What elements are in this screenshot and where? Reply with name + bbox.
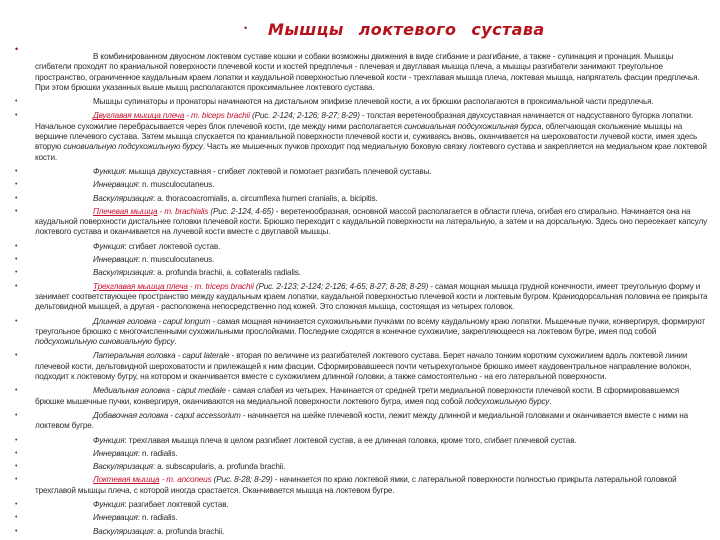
brachialis-function bbox=[0, 242, 720, 252]
function-label: Функция bbox=[93, 241, 125, 251]
triceps-innervation bbox=[0, 449, 720, 459]
innervation-text: : n. radialis. bbox=[137, 513, 178, 523]
supinators-paragraph bbox=[0, 97, 720, 107]
bullet-icon: • bbox=[15, 112, 18, 120]
triceps-latin: - m. triceps brachii bbox=[187, 281, 254, 291]
biceps-text-2: , облегчающая скольжение мышцы на вершине плечевого сустава. Затем мышца спускается по краниальной поверхности плечевой кости и, суживаясь вновь, оканчивается на шероховатости лучевой кости, имея здесь вторую bbox=[35, 121, 698, 152]
anconeus-vascularization bbox=[0, 527, 720, 537]
intro-text: В комбинированном двуосном локтевом суставе кошки и собаки возможны движения в виде сгибание и разгибание, а также - супинация и пронация. Мышцы сгибатели проходят по краниальной поверхности плечевой кости и костей предплечья - плечевая и двуглавая мышца плеча, а мышцы разгибатели занимают треугольное пространство, ограниченное каудальным краем лопатки и каудальной поверхностью плечевой кости - трехглавая мышца плеча, локтевая мышца, напрягатель фасции предплечья. При этом брюшки указанных выше мышц располагаются проксимальнее локтевого сустава. bbox=[35, 52, 700, 92]
vasc-text: : a. subscapularis, a. profunda brachii. bbox=[152, 462, 286, 472]
biceps-figs: (Рис. 2-124; 2-126; 8-27; 8-29) bbox=[252, 111, 360, 121]
bullet-icon: • bbox=[15, 436, 18, 444]
bullet-icon: • bbox=[244, 23, 248, 33]
intro-paragraph bbox=[0, 52, 720, 93]
vasc-text: : a. profunda brachii, a. collateralis radialis. bbox=[152, 268, 301, 278]
head-name: Латеральная головка - caput laterale bbox=[93, 351, 230, 361]
biceps-text-3: . Часть же мышечных пучков проходит под медиальную боковую связку локтевого сустава и закрепляется на медиальном крае локтевой кости. bbox=[35, 142, 707, 162]
vasc-label: Васкуляризация bbox=[93, 526, 153, 536]
triceps-paragraph bbox=[0, 282, 720, 313]
anconeus-link[interactable]: Локтевая мышца bbox=[93, 475, 160, 485]
head-bursa: подсухожильную синовиальную бурсу bbox=[35, 337, 175, 347]
supinators-text: Мышцы супинаторы и пронаторы начинаются на дистальном эпифизе плечевой кости, а их брюшки располагаются в проксимальной части предплечья. bbox=[93, 97, 654, 107]
biceps-bursa-2: синовиальную подсухожильную бурсу bbox=[63, 142, 203, 152]
triceps-head-accessory bbox=[0, 411, 720, 432]
head-tail: . bbox=[549, 396, 552, 406]
function-text: : сгибает локтевой сустав. bbox=[124, 241, 221, 251]
bullet-icon: • bbox=[15, 242, 18, 250]
triceps-text: - самая мощная мышца грудной конечности, имеет треугольную форму и занимает соответствующее пространство между каудальным краем лопатки, каудальной поверхностью плечевой кости и локтевым бугром. Краниодорсальная половина ее прикрыта дельтовидной мышцей, а другая - расположена непосредственно под кожей. Это сложная мышца, состоящая из четырех головок. bbox=[35, 281, 708, 312]
bullet-icon: • bbox=[15, 476, 18, 484]
bullet-icon: • bbox=[15, 256, 18, 264]
innervation-text: : n. musculocutaneus. bbox=[137, 255, 215, 265]
head-name: Медиальная головка - caput mediale bbox=[93, 386, 226, 396]
bullet-icon: • bbox=[15, 282, 18, 290]
document-body bbox=[0, 52, 720, 540]
triceps-function bbox=[0, 436, 720, 446]
function-label: Функция bbox=[93, 435, 125, 445]
brachialis-paragraph bbox=[0, 207, 720, 238]
bullet-icon: • bbox=[15, 44, 19, 54]
head-name: Добавочная головка - caput accessorium bbox=[93, 410, 241, 420]
bullet-icon: • bbox=[15, 449, 18, 457]
triceps-head-long bbox=[0, 317, 720, 348]
bullet-icon: • bbox=[15, 352, 18, 360]
bullet-icon: • bbox=[15, 269, 18, 277]
biceps-function bbox=[0, 167, 720, 177]
bullet-icon: • bbox=[15, 500, 18, 508]
biceps-text: - толстая веретенообразная двухсуставная начинается от надсуставного бугорка лопатки. Начальное сухожилие перебрасывается через блок плечевой кости, где между ними располагается bbox=[35, 111, 694, 131]
bullet-icon: • bbox=[15, 463, 18, 471]
vasc-label: Васкуляризация bbox=[93, 268, 153, 278]
innervation-text: : n. musculocutaneus. bbox=[137, 180, 215, 190]
bullet-icon: • bbox=[15, 98, 18, 106]
bullet-icon: • bbox=[15, 387, 18, 395]
bullet-icon: • bbox=[15, 167, 18, 175]
function-text: : мышца двухсуставная - сгибает локтевой и помогает разгибать плечевой суставы. bbox=[124, 166, 432, 176]
biceps-link[interactable]: Двуглавая мышца плеча bbox=[93, 111, 185, 121]
innervation-label: Иннервация bbox=[93, 448, 138, 458]
brachialis-latin: - m. brachialis bbox=[157, 206, 209, 216]
head-text: - начинается на шейке плечевой кости, лежит между длинной и медиальной головками и оканчивается вместе с ними на локтевом бугре. bbox=[35, 410, 689, 431]
triceps-link[interactable]: Трехглавая мышца плеча bbox=[93, 281, 188, 291]
triceps-vascularization bbox=[0, 462, 720, 472]
title-row bbox=[0, 20, 720, 44]
innervation-label: Иннервация bbox=[93, 513, 138, 523]
head-bursa: подсухожильную бурсу bbox=[464, 396, 550, 406]
anconeus-figs: (Рис. 8-28; 8-29) bbox=[211, 475, 273, 485]
vasc-text: : a. profunda brachii. bbox=[152, 526, 225, 536]
brachialis-vascularization bbox=[0, 268, 720, 278]
bullet-icon: • bbox=[15, 527, 18, 535]
function-text: : разгибает локтевой сустав. bbox=[124, 499, 229, 509]
anconeus-paragraph bbox=[0, 475, 720, 496]
function-text: : трехглавая мышца плеча в целом разгибает локтевой сустав, а ее длинная головка, кроме того, сгибает плечевой сустав. bbox=[124, 435, 577, 445]
head-tail: . bbox=[174, 337, 177, 347]
brachialis-text: - веретенообразная, основной массой располагается в области плеча, огибая его спирально. Начинается она на каудальной поверхности дистальнее головки плечевой кости. Брюшко переходит с каудальной поверхности на латеральную, а затем и на дорсальную. Здесь оно пересекает капсулу локтевого сустава и оканчивается на лучевой кости вместе с двуглавой мышцы. bbox=[35, 206, 708, 237]
innervation-label: Иннервация bbox=[93, 180, 138, 190]
anconeus-function bbox=[0, 500, 720, 510]
biceps-paragraph bbox=[0, 111, 720, 162]
anconeus-innervation bbox=[0, 513, 720, 523]
function-label: Функция bbox=[93, 166, 125, 176]
head-text: - самая мощная начинается сухожильными пучками по всему каудальному краю лопатки. Мышечные пучки, конвергируя, формируют треугольное брюшко с многочисленными сухожильными прослойками. Последние сходятся в конечное сухожилие, закрепляющееся на локтевом бугре, имея под собой bbox=[35, 316, 706, 336]
brachialis-innervation bbox=[0, 255, 720, 265]
head-name: Длинная головка - caput longum bbox=[93, 316, 211, 326]
innervation-text: : n. radialis. bbox=[137, 448, 178, 458]
biceps-latin: - m. biceps brachii bbox=[186, 111, 250, 121]
page-title: Мышцы локтевого сустава bbox=[268, 20, 545, 39]
function-label: Функция bbox=[93, 499, 125, 509]
vasc-text: : a. thoracoacromialis, a. circumflexa humeri cranialis, a. bicipitis. bbox=[152, 193, 378, 203]
brachialis-figs: (Рис. 2-124, 4-65) bbox=[208, 206, 274, 216]
innervation-label: Иннервация bbox=[93, 255, 138, 265]
biceps-bursa-1: синовиальная подсухожильная бурса bbox=[403, 121, 542, 131]
bullet-icon: • bbox=[15, 194, 18, 202]
biceps-innervation bbox=[0, 180, 720, 190]
anconeus-text: - начинается по краю локтевой ямки, с латеральной поверхности полностью прикрыта латеральной головкой трехглавой мышцы плеча, с которой иногда срастается. Оканчивается мышца на локтевом бугре. bbox=[35, 475, 677, 495]
biceps-vascularization bbox=[0, 194, 720, 204]
triceps-head-lateral bbox=[0, 351, 720, 382]
head-text: - вторая по величине из разгибателей локтевого сустава. Берет начало тонким коротким сухожилием вдоль локтевой линии плечевой кости, дельтовидной шероховатости и прилежащей к ним фасции. Сформировавшееся почти четырехугольное брюшко имеет каудовентральное направление волокон, подходит к локтевому бугру, на котором и оканчивается вместе с сухожилием длинной головки, а также самостоятельно - на его латеральной поверхности. bbox=[35, 351, 692, 382]
brachialis-link[interactable]: Плечевая мышца bbox=[93, 206, 158, 216]
bullet-icon: • bbox=[15, 411, 18, 419]
bullet-icon: • bbox=[15, 207, 18, 215]
bullet-icon: • bbox=[15, 181, 18, 189]
vasc-label: Васкуляризация bbox=[93, 462, 153, 472]
bullet-icon: • bbox=[15, 514, 18, 522]
bullet-icon: • bbox=[15, 317, 18, 325]
vasc-label: Васкуляризация bbox=[93, 193, 153, 203]
triceps-figs: (Рис. 2-123; 2-124; 2-126; 4-65; 8-27; 8-28; 8-29) bbox=[253, 281, 429, 291]
anconeus-latin: - m. anconeus bbox=[159, 475, 212, 485]
head-text: - самая слабая из четырех. Начинается от средней трети медиальной поверхности плечевой кости. В сформировавшемся брюшке мышечные пучки, конвергируя, оканчиваются на медиальной поверхности локтевого бугра, имея под собой bbox=[35, 386, 680, 406]
triceps-head-medial bbox=[0, 386, 720, 407]
